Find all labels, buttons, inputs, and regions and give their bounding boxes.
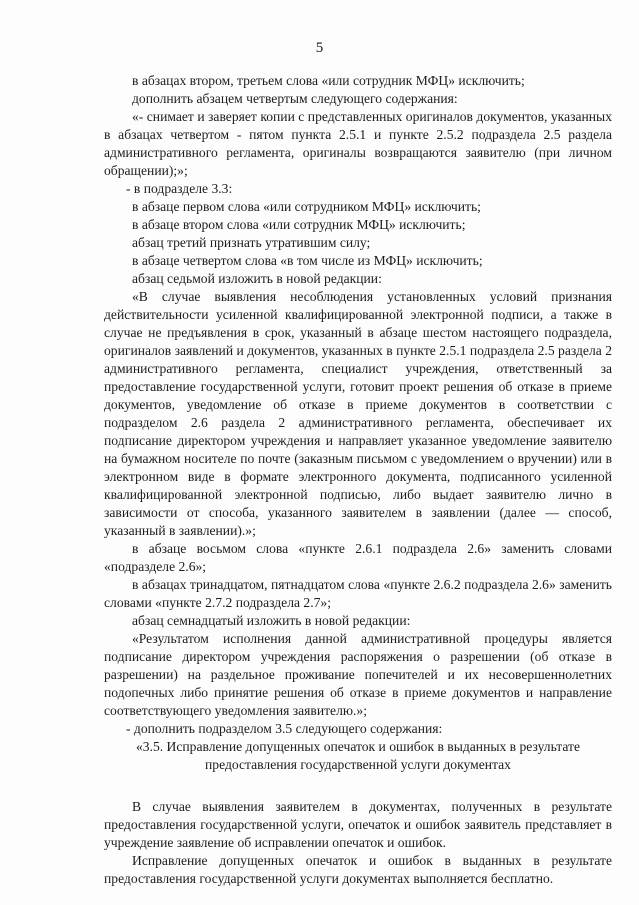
paragraph: в абзацах втором, третьем слова «или сотрудник МФЦ» исключить; <box>132 73 525 88</box>
paragraph: в абзаце втором слова «или сотрудник МФЦ» исключить; <box>132 217 466 232</box>
paragraph: в абзаце первом слова «или сотрудником МФЦ» исключить; <box>132 199 481 214</box>
section-heading: «3.5. Исправление допущенных опечаток и ошибок в выданных в результате предоставления государственной услуги документах <box>135 739 581 772</box>
paragraph: в абзаце восьмом слова «пункте 2.6.1 подраздела 2.6» заменить словами «подразделе 2.6»; <box>104 541 612 574</box>
paragraph: «В случае выявления несоблюдения установленных условий признания действительности усиленной квалифицированной электронной подписи, а также в случае не предъявления в срок, указанный в абзаце шестом настоящего подраздела, оригиналов заявлений и документов, указанных в пункте 2.5.1 подраздела 2.5 раздела 2 административного регламента, специалист учреждения, ответственный за предоставление государственной услуги, готовит проект решения об отказе в приеме документов, уведомление об отказе в приеме документов в соответствии с подразделом 2.6 раздела 2 административного регламента, обеспечивает их подписание директором учреждения и направляет указанное уведомление заявителю на бумажном носителе по почте (заказным письмом с уведомлением о вручении) или в электронном виде в формате электронного документа, подписанного усиленной квалифицированной электронной подписью, либо выдает заявителю лично в зависимости от способа, указанного заявителем в заявлении (далее — способ, указанный в заявлении).»; <box>104 289 612 538</box>
document-body <box>104 72 612 888</box>
paragraph: абзац третий признать утратившим силу; <box>132 235 371 250</box>
paragraph: абзац семнадцатый изложить в новой редакции: <box>132 613 411 628</box>
paragraph: Исправление допущенных опечаток и ошибок в выданных в результате предоставления государственной услуги документах выполняется бесплатно. <box>104 853 612 886</box>
page-number: 5 <box>315 40 324 56</box>
paragraph: дополнить абзацем четвертым следующего содержания: <box>132 91 458 106</box>
paragraph: в абзацах тринадцатом, пятнадцатом слова «пункте 2.6.2 подраздела 2.6» заменить словами «пункте 2.7.2 подраздела 2.7»; <box>104 577 612 610</box>
paragraph: - в подразделе 3.3: <box>126 181 233 196</box>
spacer <box>104 774 612 798</box>
paragraph: «- снимает и заверяет копии с представленных оригиналов документов, указанных в абзацах четвертом - пятом пункта 2.5.1 и пункте 2.5.2 подраздела 2.5 раздела административного регламента, оригиналы возвращаются заявителю (при личном обращении);»; <box>104 109 612 178</box>
paragraph: В случае выявления заявителем в документах, полученных в результате предоставления государственной услуги, опечаток и ошибок заявитель представляет в учреждение заявление об исправлении опечаток и ошибок. <box>104 799 612 850</box>
paragraph: «Результатом исполнения данной административной процедуры является подписание директором учреждения распоряжения о разрешении (об отказе в разрешении) на раздельное проживание попечителей и их несовершеннолетних подопечных либо принятие решения об отказе в приеме документов и направление соответствующего уведомления заявителю.»; <box>104 631 612 718</box>
paragraph: абзац седьмой изложить в новой редакции: <box>132 271 382 286</box>
paragraph: - дополнить подразделом 3.5 следующего содержания: <box>126 721 443 736</box>
paragraph: в абзаце четвертом слова «в том числе из МФЦ» исключить; <box>132 253 483 268</box>
